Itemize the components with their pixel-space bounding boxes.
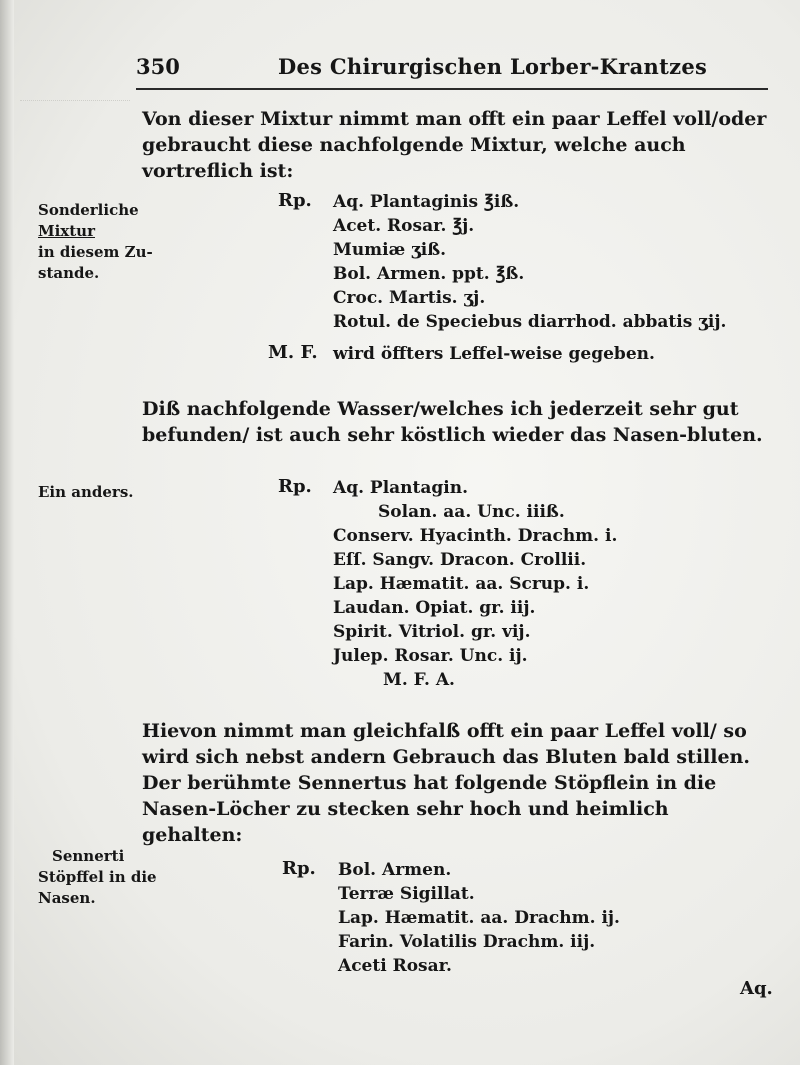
margin-note-2 — [38, 482, 134, 503]
ingredient-line: Julep. Rosar. Unc. ij. — [333, 646, 528, 666]
recipe-label: Rp. — [278, 190, 312, 211]
ingredient-line: Eſſ. Sangv. Dracon. Crollii. — [333, 550, 587, 570]
ingredient-line: Lap. Hæmatit. aa. Scrup. i. — [333, 574, 590, 594]
ingredient-line: Croc. Martis. ʒj. — [333, 288, 486, 308]
ingredient-line: Lap. Hæmatit. aa. Drachm. ij. — [338, 908, 620, 928]
catchword: Aq. — [740, 978, 773, 999]
margin-note-line: Mixtur — [38, 222, 95, 240]
ingredient-line: Aceti Rosar. — [338, 956, 452, 976]
mf-label: M. F. — [268, 342, 318, 363]
ingredient-line: Terræ Sigillat. — [338, 884, 475, 904]
margin-note-line: Stöpffel in die — [38, 868, 157, 886]
recipe-label: Rp. — [282, 858, 316, 879]
ingredient-line: Bol. Armen. — [338, 860, 452, 880]
intro-paragraph-3: Hievon nimmt man gleichfalß offt ein paar Leffel voll/ so wird sich nebst andern Gebrauch das Bluten bald stillen. Der berühmte Sennertus hat folgende Stöpflein in die Nasen-Löcher zu stecken sehr hoch und heimlich gehalten: — [142, 720, 750, 846]
margin-note-line: Nasen. — [38, 889, 96, 907]
ingredient-list-1 — [333, 190, 726, 334]
margin-note-line: Ein anders. — [38, 483, 134, 501]
page-gutter-shadow — [0, 0, 14, 1065]
ingredient-line: Solan. aa. Unc. iiiß. — [378, 502, 565, 522]
running-title: Des Chirurgischen Lorber-Krantzes — [278, 54, 708, 79]
ingredient-line: Aq. Plantaginis ℥iß. — [333, 192, 520, 212]
ingredient-line: M. F. A. — [383, 670, 455, 690]
margin-note-line: in diesem Zu- — [38, 243, 153, 261]
ingredient-line: Mumiæ ʒiß. — [333, 240, 447, 260]
ingredient-list-3 — [338, 858, 620, 978]
margin-note-line: Sennerti — [52, 847, 125, 865]
mf-instruction: wird öffters Leffel-weise gegeben. — [333, 344, 655, 364]
ingredient-line: Acet. Rosar. ℥j. — [333, 216, 475, 236]
page-number: 350 — [136, 54, 180, 79]
ingredient-list-2 — [333, 476, 617, 692]
margin-note-1 — [38, 200, 153, 284]
header-rule — [136, 88, 768, 90]
ingredient-line: Spirit. Vitriol. gr. vij. — [333, 622, 531, 642]
recipe-label: Rp. — [278, 476, 312, 497]
ingredient-line: Rotul. de Speciebus diarrhod. abbatis ʒij. — [333, 312, 727, 332]
ingredient-line: Bol. Armen. ppt. ℥ß. — [333, 264, 525, 284]
ingredient-line: Conserv. Hyacinth. Drachm. i. — [333, 526, 618, 546]
ingredient-line: Farin. Volatilis Drachm. iij. — [338, 932, 596, 952]
intro-paragraph-2: Diß nachfolgende Wasser/welches ich jederzeit sehr gut befunden/ ist auch sehr köstlich wieder das Nasen-bluten. — [142, 398, 763, 446]
margin-note-line: Sonderliche — [38, 201, 139, 219]
bleed-through-mark — [20, 100, 130, 161]
margin-note-line: stande. — [38, 264, 100, 282]
intro-paragraph-1: Von dieser Mixtur nimmt man offt ein paar Leffel voll/oder gebraucht diese nachfolgende Mixtur, welche auch vortreflich ist: — [142, 108, 767, 182]
margin-note-3 — [38, 846, 157, 909]
ingredient-line: Laudan. Opiat. gr. iij. — [333, 598, 536, 618]
ingredient-line: Aq. Plantagin. — [333, 478, 469, 498]
